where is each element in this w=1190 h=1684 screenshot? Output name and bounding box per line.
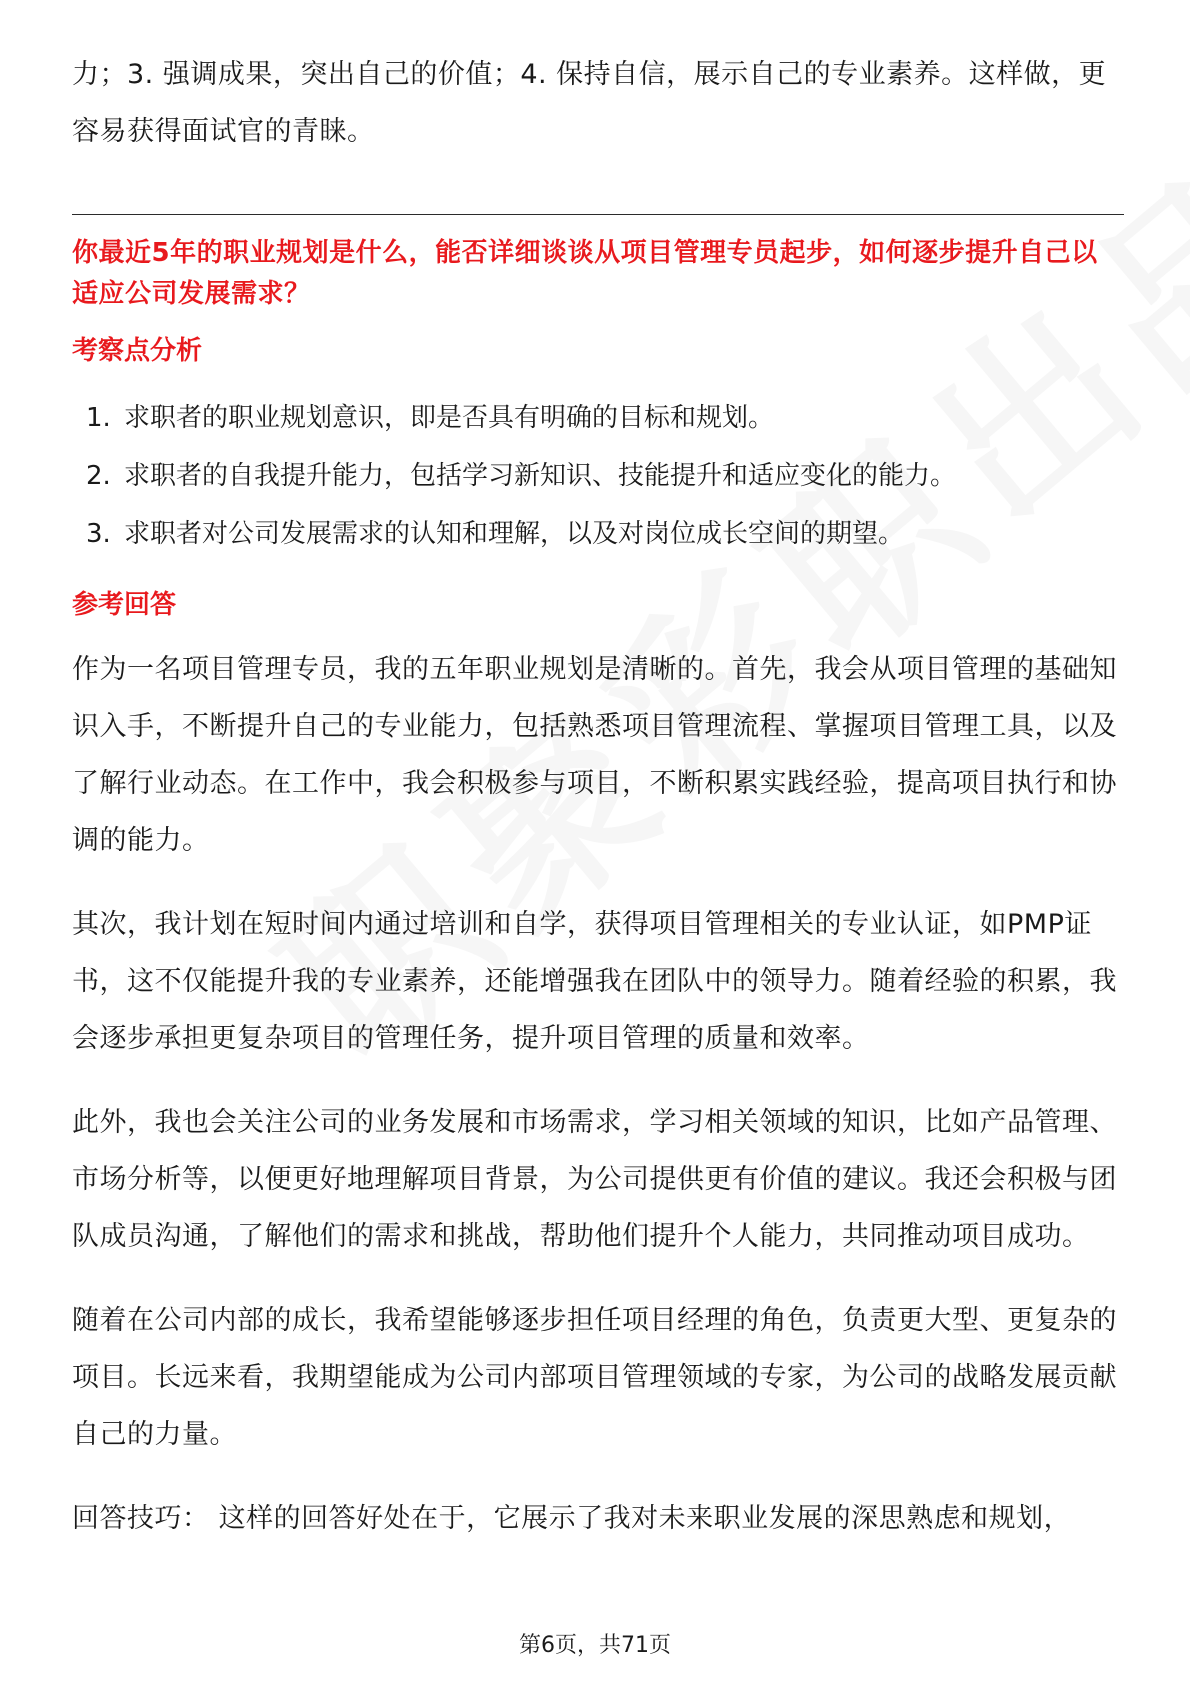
interview-question: 你最近5年的职业规划是什么，能否详细谈谈从项目管理专员起步，如何逐步提升自己以适应公司发展需求？ <box>72 238 1098 309</box>
analysis-list <box>72 389 1124 563</box>
list-item-number: 3. <box>86 519 111 549</box>
list-item-text: 求职者的职业规划意识，即是否具有明确的目标和规划。 <box>124 403 775 433</box>
list-item <box>72 447 1124 505</box>
answer-tip: 回答技巧： 这样的回答好处在于，它展示了我对未来职业发展的深思熟虑和规划， <box>72 1503 1072 1534</box>
answer-paragraph: 此外，我也会关注公司的业务发展和市场需求，学习相关领域的知识，比如产品管理、市场分析等，以便更好地理解项目背景，为公司提供更有价值的建议。我还会积极与团队成员沟通，了解他们的需求和挑战，帮助他们提升个人能力，共同推动项目成功。 <box>72 1107 1117 1252</box>
answer-heading: 参考回答 <box>72 590 177 620</box>
section-divider <box>72 214 1124 215</box>
list-item <box>72 389 1124 447</box>
intro-paragraph: 力；3. 强调成果，突出自己的价值；4. 保持自信，展示自己的专业素养。这样做，更容易获得面试官的青睐。 <box>72 59 1107 147</box>
page-content <box>72 46 1124 1547</box>
answer-paragraph: 随着在公司内部的成长，我希望能够逐步担任项目经理的角色，负责更大型、更复杂的项目。长远来看，我期望能成为公司内部项目管理领域的专家，为公司的战略发展贡献自己的力量。 <box>72 1305 1117 1450</box>
list-item <box>72 505 1124 563</box>
list-item-number: 1. <box>86 403 111 433</box>
list-item-text: 求职者对公司发展需求的认知和理解，以及对岗位成长空间的期望。 <box>124 519 905 549</box>
answer-paragraph: 作为一名项目管理专员，我的五年职业规划是清晰的。首先，我会从项目管理的基础知识入手，不断提升自己的专业能力，包括熟悉项目管理流程、掌握项目管理工具，以及了解行业动态。在工作中，我会积极参与项目，不断积累实践经验，提高项目执行和协调的能力。 <box>72 654 1117 856</box>
page-number: 第6页，共71页 <box>519 1633 671 1658</box>
list-item-number: 2. <box>86 461 111 491</box>
answer-paragraph: 其次，我计划在短时间内通过培训和自学，获得项目管理相关的专业认证，如PMP证书，这不仅能提升我的专业素养，还能增强我在团队中的领导力。随着经验的积累，我会逐步承担更复杂项目的管理任务，提升项目管理的质量和效率。 <box>72 909 1117 1054</box>
analysis-heading: 考察点分析 <box>72 336 203 366</box>
list-item-text: 求职者的自我提升能力，包括学习新知识、技能提升和适应变化的能力。 <box>124 461 957 491</box>
